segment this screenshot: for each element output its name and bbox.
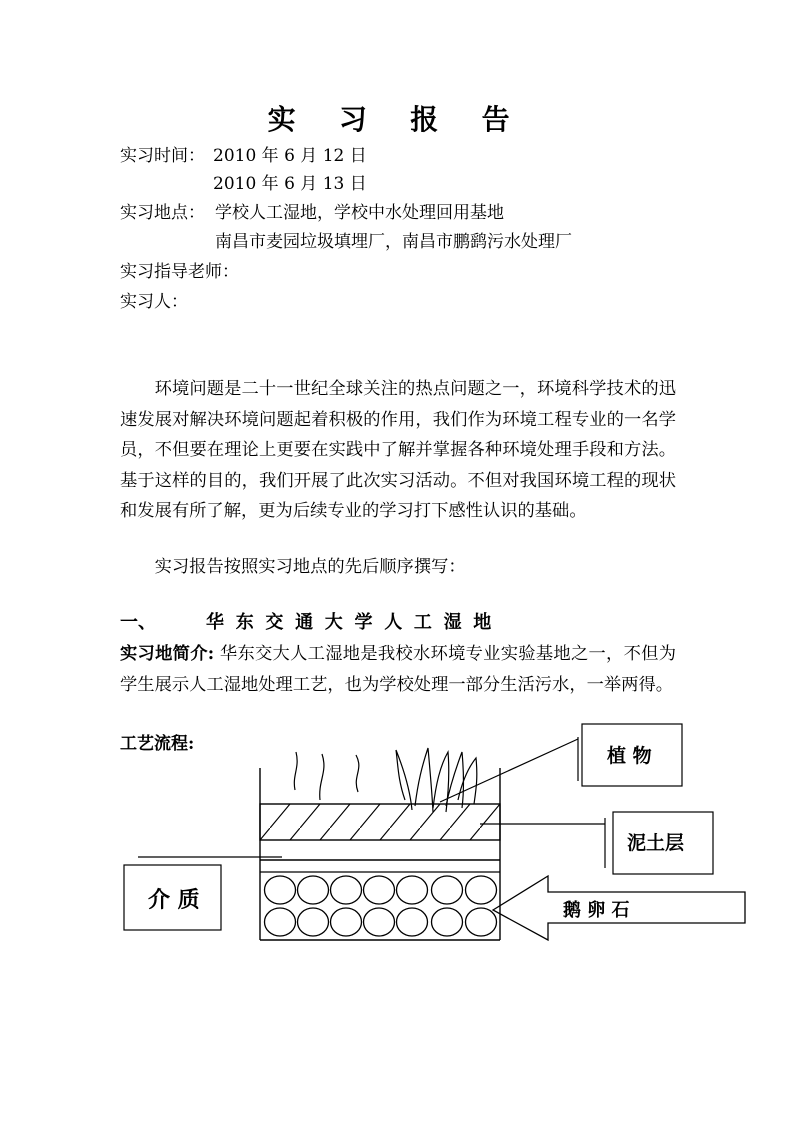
section-title: 华东交通大学人工湿地 xyxy=(206,612,503,633)
order-paragraph: 实习报告按照实习地点的先后顺序撰写： xyxy=(154,557,466,577)
soil-label: 泥土层 xyxy=(627,832,685,854)
medium-label: 介 质 xyxy=(148,887,200,913)
place-value-2: 南昌市麦园垃圾填埋厂，南昌市鹏鹞污水处理厂 xyxy=(215,232,572,252)
section-number: 一、 xyxy=(120,612,156,633)
person-label: 实习人： xyxy=(120,292,188,312)
page-title: 实 习 报 告 xyxy=(267,103,527,136)
time-label: 实习时间： xyxy=(120,146,205,166)
time-value-1: 2010 年 6 月 12 日 xyxy=(213,146,367,166)
teacher-label: 实习指导老师： xyxy=(120,262,239,282)
place-label: 实习地点： xyxy=(120,203,205,223)
cobblestone-layer xyxy=(265,876,497,936)
plants-label: 植 物 xyxy=(607,745,652,767)
site-intro-label: 实习地简介: xyxy=(120,644,215,664)
soil-layer xyxy=(260,804,500,840)
tank-outline xyxy=(260,768,500,940)
plant-strokes xyxy=(294,748,477,812)
process-label: 工艺流程: xyxy=(120,734,195,754)
pointer-lines xyxy=(138,737,605,868)
place-value-1: 学校人工湿地，学校中水处理回用基地 xyxy=(215,203,504,223)
intro-paragraph: 环境问题是二十一世纪全球关注的热点问题之一，环境科学技术的迅速发展对解决环境问题起着积极的作用，我们作为环境工程专业的一名学员，不但要在理论上更要在实践中了解并掌握各种环境处理手段和方法。基于这样的目的，我们开展了此次实习活动。不但对我国环境工程的现状和发展有所了解，更为后续专业的学习打下感性认识的基础。 xyxy=(120,379,676,521)
time-value-2: 2010 年 6 月 13 日 xyxy=(213,174,367,194)
cobblestone-label: 鹅 卵 石 xyxy=(563,900,630,921)
site-intro-text: 华东交大人工湿地是我校水环境专业实验基地之一，不但为学生展示人工湿地处理工艺，也为学校处理一部分生活污水，一举两得。 xyxy=(120,644,676,695)
